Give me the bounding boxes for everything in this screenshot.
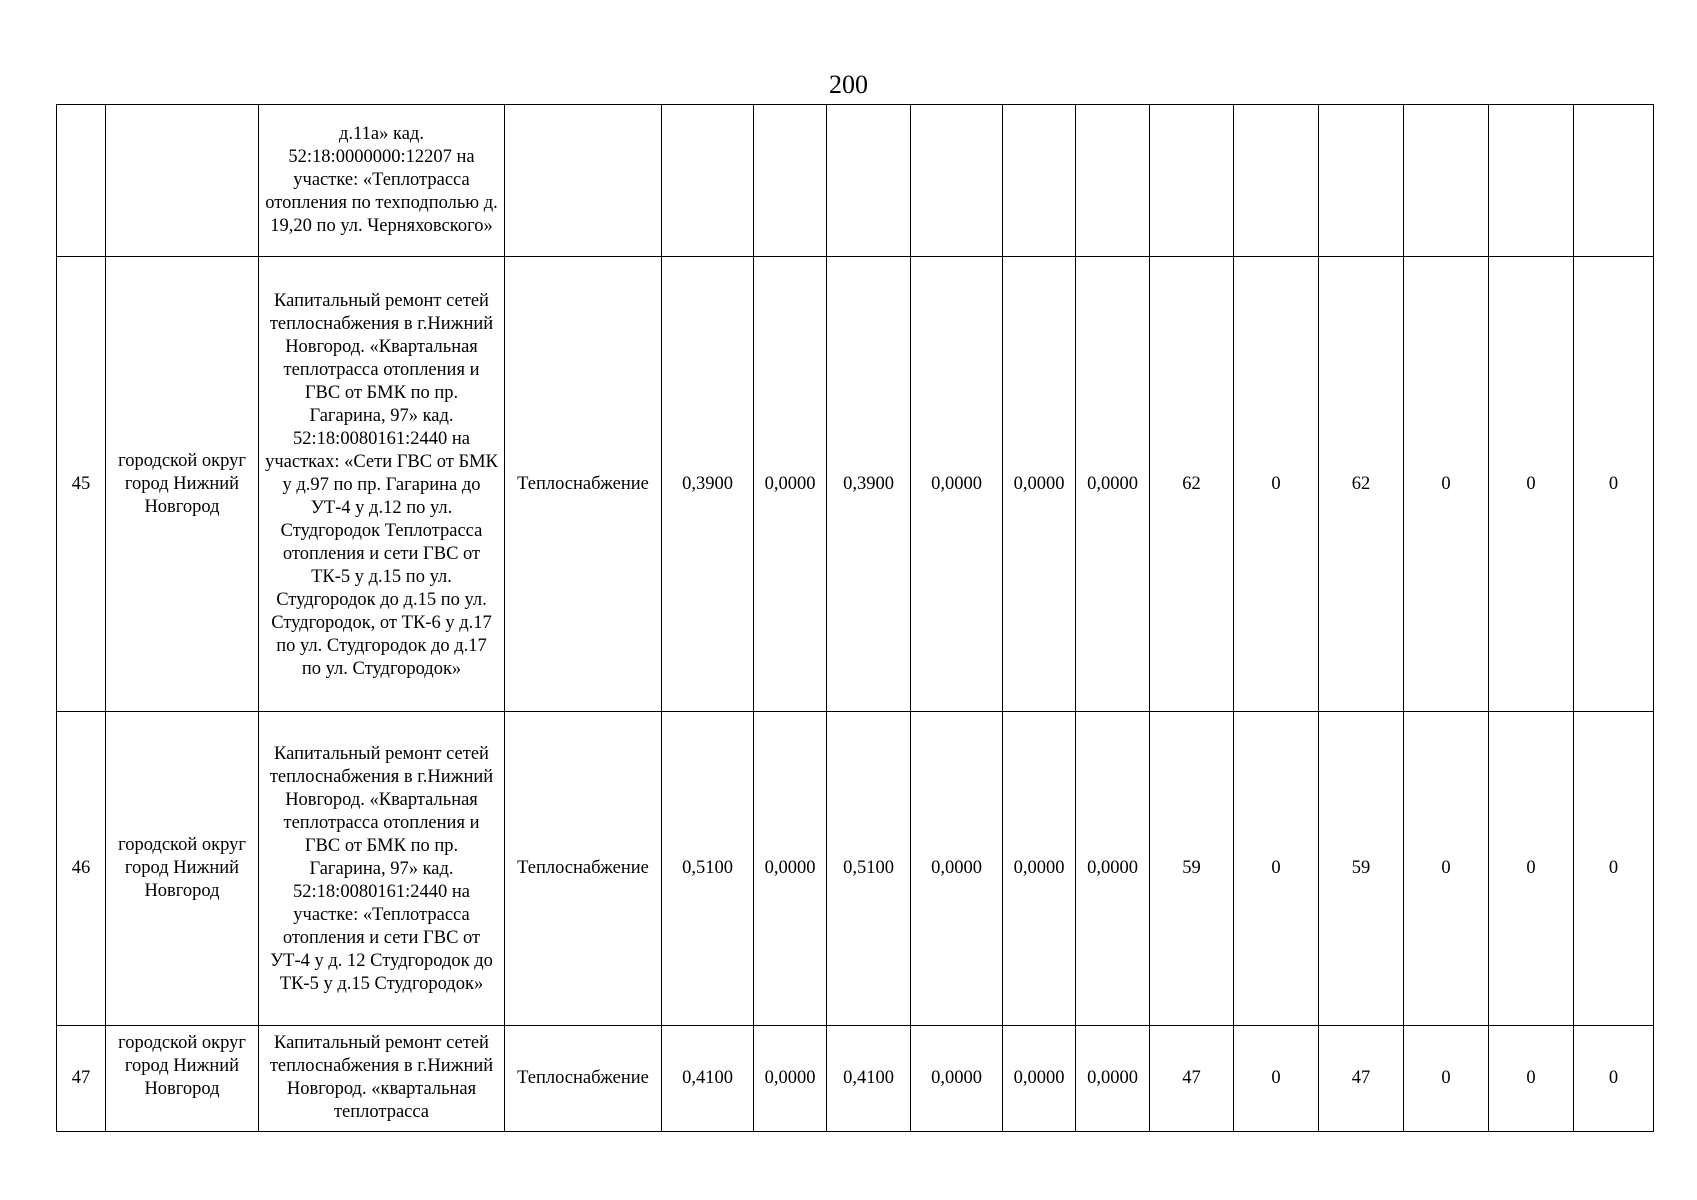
value-cell-11: 0	[1489, 257, 1574, 712]
municipality-cell: городской округ город Нижний Новгород	[106, 1026, 259, 1132]
description-cell: д.11а» кад. 52:18:0000000:12207 на участке: «Теплотрасса отопления по техподполью д. 19,20 по ул. Черняховского»	[259, 105, 505, 257]
value-cell-5: 0,0000	[1003, 712, 1076, 1026]
description-cell: Капитальный ремонт сетей теплоснабжения в г.Нижний Новгород. «Квартальная теплотрасса отопления и ГВС от БМК по пр. Гагарина, 97» кад. 52:18:0080161:2440 на участках: «Сети ГВС от БМК у д.97 по пр. Гагарина до УТ-4 у д.12 по ул. Студгородок Теплотрасса отопления и сети ГВС от ТК-5 у д.15 по ул. Студгородок до д.15 по ул. Студгородок, от ТК-6 у д.17 по ул. Студгородок до д.17 по ул. Студгородок»	[259, 257, 505, 712]
value-cell-2	[754, 105, 827, 257]
type-cell: Теплоснабжение	[505, 712, 662, 1026]
value-cell-12: 0	[1574, 712, 1654, 1026]
table-row	[57, 712, 1654, 1026]
value-cell-4	[911, 105, 1003, 257]
value-cell-8	[1234, 105, 1319, 257]
value-cell-3: 0,5100	[827, 712, 911, 1026]
value-cell-3: 0,4100	[827, 1026, 911, 1132]
value-cell-11: 0	[1489, 1026, 1574, 1132]
description-cell: Капитальный ремонт сетей теплоснабжения в г.Нижний Новгород. «Квартальная теплотрасса отопления и ГВС от БМК по пр. Гагарина, 97» кад. 52:18:0080161:2440 на участке: «Теплотрасса отопления и сети ГВС от УТ-4 у д. 12 Студгородок до ТК-5 у д.15 Студгородок»	[259, 712, 505, 1026]
value-cell-3	[827, 105, 911, 257]
value-cell-5	[1003, 105, 1076, 257]
municipality-cell: городской округ город Нижний Новгород	[106, 712, 259, 1026]
row-number: 46	[57, 712, 106, 1026]
value-cell-5: 0,0000	[1003, 1026, 1076, 1132]
value-cell-8: 0	[1234, 1026, 1319, 1132]
value-cell-9: 47	[1319, 1026, 1404, 1132]
value-cell-5: 0,0000	[1003, 257, 1076, 712]
type-cell: Теплоснабжение	[505, 1026, 662, 1132]
value-cell-6: 0,0000	[1076, 1026, 1150, 1132]
value-cell-8: 0	[1234, 257, 1319, 712]
value-cell-10: 0	[1404, 1026, 1489, 1132]
row-number: 45	[57, 257, 106, 712]
table-row	[57, 257, 1654, 712]
value-cell-12	[1574, 105, 1654, 257]
value-cell-2: 0,0000	[754, 257, 827, 712]
value-cell-3: 0,3900	[827, 257, 911, 712]
value-cell-9	[1319, 105, 1404, 257]
table-row	[57, 105, 1654, 257]
type-cell: Теплоснабжение	[505, 257, 662, 712]
value-cell-6	[1076, 105, 1150, 257]
type-cell	[505, 105, 662, 257]
value-cell-2: 0,0000	[754, 712, 827, 1026]
value-cell-10: 0	[1404, 712, 1489, 1026]
value-cell-4: 0,0000	[911, 1026, 1003, 1132]
value-cell-7: 62	[1150, 257, 1234, 712]
value-cell-1: 0,5100	[662, 712, 754, 1026]
value-cell-10	[1404, 105, 1489, 257]
value-cell-1	[662, 105, 754, 257]
value-cell-7: 59	[1150, 712, 1234, 1026]
page-number: 200	[829, 70, 868, 99]
value-cell-9: 59	[1319, 712, 1404, 1026]
value-cell-2: 0,0000	[754, 1026, 827, 1132]
value-cell-7	[1150, 105, 1234, 257]
capital-repair-table	[56, 104, 1654, 1132]
description-cell: Капитальный ремонт сетей теплоснабжения в г.Нижний Новгород. «квартальная теплотрасса	[259, 1026, 505, 1132]
value-cell-7: 47	[1150, 1026, 1234, 1132]
table-row	[57, 1026, 1654, 1132]
municipality-cell: городской округ город Нижний Новгород	[106, 257, 259, 712]
value-cell-4: 0,0000	[911, 257, 1003, 712]
value-cell-9: 62	[1319, 257, 1404, 712]
value-cell-11	[1489, 105, 1574, 257]
value-cell-10: 0	[1404, 257, 1489, 712]
row-number	[57, 105, 106, 257]
value-cell-1: 0,4100	[662, 1026, 754, 1132]
value-cell-6: 0,0000	[1076, 712, 1150, 1026]
value-cell-12: 0	[1574, 257, 1654, 712]
value-cell-12: 0	[1574, 1026, 1654, 1132]
value-cell-1: 0,3900	[662, 257, 754, 712]
value-cell-8: 0	[1234, 712, 1319, 1026]
value-cell-11: 0	[1489, 712, 1574, 1026]
municipality-cell	[106, 105, 259, 257]
row-number: 47	[57, 1026, 106, 1132]
value-cell-6: 0,0000	[1076, 257, 1150, 712]
value-cell-4: 0,0000	[911, 712, 1003, 1026]
